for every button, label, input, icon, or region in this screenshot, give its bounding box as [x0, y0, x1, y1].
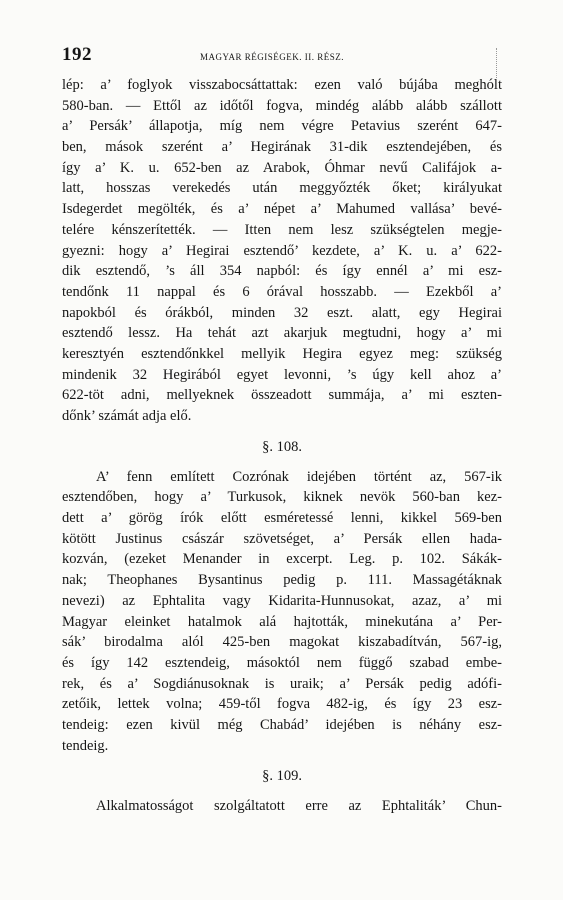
text-line: tendeig: ezen kivül még Chabád’ idejében is néhány esz- — [62, 716, 502, 733]
text-line: esztendő lessz. Ha tehát azt akarjuk megtudni, hogy a’ mi — [62, 325, 502, 342]
text-line: nak; Theophanes Bysantinus pedig p. 111. Massagétáknak — [62, 572, 502, 589]
text-line: lép: a’ foglyok visszabocsáttattak: ezen való bújába meghólt — [62, 77, 502, 93]
text-line: gyezni: hogy a’ Hegirai esztendő’ kezdete, a’ K. u. a’ 622- — [62, 242, 502, 259]
text-line: kötött Justinus császár szövetséget, a’ Persák ellen hada- — [62, 530, 502, 547]
text-line: kozván, (ezeket Menander in excerpt. Leg. p. 102. Sákák- — [62, 551, 502, 568]
section-heading-109: §. 109. — [262, 768, 302, 785]
text-line: rek, és a’ Sogdiánusoknak is uraik; a’ Persák pedig adófi- — [62, 675, 502, 692]
text-line: Isdegerdet megölték, és a’ népet a’ Mahumed vallása’ bevé- — [62, 201, 502, 218]
paragraph-3 — [62, 796, 502, 817]
text-line: esztendőben, hogy a’ Turkusok, kiknek nevök 560-ban kez- — [62, 489, 502, 506]
text-line: tendőnk 11 nappal és 6 órával hosszabb. — Ezekből a’ — [62, 283, 502, 300]
text-line: dik esztendő, ’s áll 354 napból: és így ennél a’ mi esz- — [62, 263, 502, 280]
text-line: a’ Persák’ állapotja, míg nem végre Petavius szerént 647- — [62, 118, 502, 135]
page-number: 192 — [62, 44, 92, 65]
text-line: ben, mások szerént a’ Hegirának 31-dik esztendejében, és — [62, 139, 502, 156]
text-line: Magyar eleinket hatalmok alá hajtották, minekutána a’ Per- — [62, 613, 502, 630]
text-line: 580-ban. — Ettől az időtől fogva, mindég alább alább szállott — [62, 97, 502, 114]
text-line: keresztyén esztendőnkkel mellyik Hegira egyez meg: szükség — [62, 345, 502, 362]
text-line: mindenik 32 Hegirából egyet levonni, ’s úgy kell ahoz a’ — [62, 366, 502, 383]
text-line: és így 142 esztendeig, másoktól nem függő szabad embe- — [62, 654, 502, 671]
text-line: 622-töt adni, mellyeknek összeadott summája, a’ mi eszten- — [62, 387, 502, 404]
text-line: latt, hosszas verekedés után meggyőzték őket; királyukat — [62, 180, 502, 197]
text-line: dett a’ görög írók előtt esméretessé lenni, kikkel 569-ben — [62, 510, 502, 527]
text-line: tendeig. — [62, 737, 109, 754]
section-heading-108: §. 108. — [262, 438, 302, 455]
text-line: sák’ birodalma alól 425-ben magokat kiszabadítván, 567-ig, — [62, 634, 502, 651]
margin-mark — [496, 48, 498, 78]
paragraph-2 — [62, 467, 502, 757]
text-line: dőnk’ számát adja elő. — [62, 408, 192, 424]
text-line: nevezi) az Ephtalita vagy Kidarita-Hunnusokat, azaz, a’ mi — [62, 592, 502, 609]
paragraph-1 — [62, 75, 502, 427]
text-line: napokból és órákból, minden 32 eszt. alatt, egy Hegirai — [62, 304, 502, 321]
text-line: Alkalmatosságot szolgáltatott erre az Ephtaliták’ Chun- — [96, 798, 502, 815]
text-line: A’ fenn említett Cozrónak idejében történt az, 567-ik — [96, 468, 502, 485]
page-header — [62, 44, 502, 74]
body-text — [62, 75, 502, 817]
text-line: így a’ K. u. 652-ben az Arabok, Óhmar nevű Califájok a- — [62, 159, 502, 176]
running-head: MAGYAR RÉGISÉGEK. II. RÉSZ. — [200, 52, 344, 62]
text-line: telére kénszerítették. — Itten nem lesz szükségtelen megje- — [62, 221, 502, 238]
text-line: zetőik, lettek volna; 459-től fogva 482-ig, és így 23 esz- — [62, 696, 502, 713]
